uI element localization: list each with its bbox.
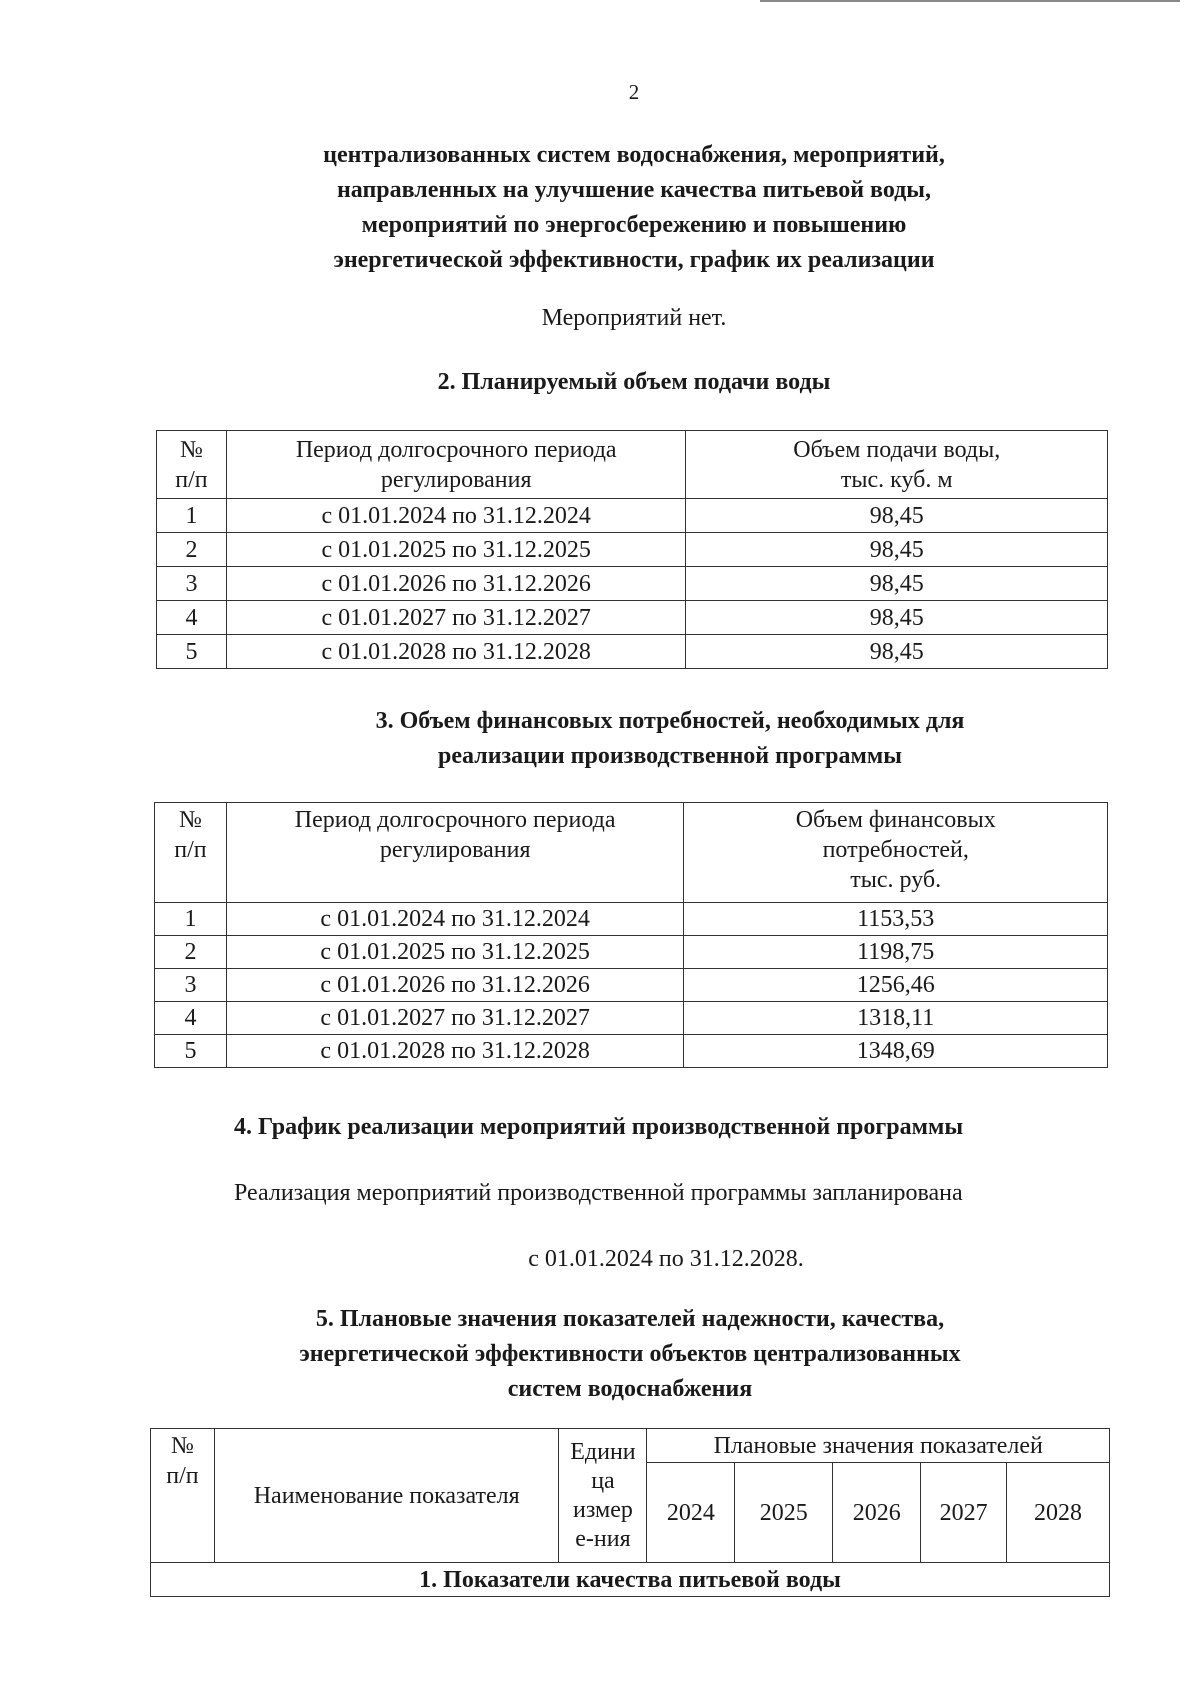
row-value: 98,45 xyxy=(686,533,1108,567)
section5-title-line: 5. Плановые значения показателей надежности, качества, xyxy=(315,1306,945,1332)
section3-title-line: реализации производственной программы xyxy=(438,743,902,769)
row-period: с 01.01.2027 по 31.12.2027 xyxy=(226,1002,684,1035)
row-num: 5 xyxy=(155,1035,227,1068)
row-num: 4 xyxy=(155,1002,227,1035)
row-value: 98,45 xyxy=(686,635,1108,669)
supply-volume-table xyxy=(156,430,1108,669)
row-num: 3 xyxy=(155,969,227,1002)
header-year: 2026 xyxy=(833,1463,921,1563)
row-period: с 01.01.2026 по 31.12.2026 xyxy=(226,969,684,1002)
table-row xyxy=(157,499,1108,533)
table-header-row xyxy=(155,803,1108,903)
header-period: Период долгосрочного периода регулирования xyxy=(226,803,684,903)
header-volume: Объем подачи воды, тыс. куб. м xyxy=(686,431,1108,499)
financial-needs-table xyxy=(154,802,1108,1068)
header-num: № п/п xyxy=(157,431,227,499)
row-num: 4 xyxy=(157,601,227,635)
header-period: Период долгосрочного периода регулирования xyxy=(226,431,686,499)
header-unit: Едини ца измер е-ния xyxy=(559,1429,647,1563)
scan-edge-line xyxy=(760,0,1180,2)
row-num: 2 xyxy=(157,533,227,567)
row-value: 98,45 xyxy=(686,567,1108,601)
intro-heading-line: энергетической эффективности, график их реализации xyxy=(333,247,935,273)
row-period: с 01.01.2025 по 31.12.2025 xyxy=(226,533,686,567)
table-row xyxy=(157,601,1108,635)
row-period: с 01.01.2026 по 31.12.2026 xyxy=(226,567,686,601)
header-year: 2025 xyxy=(735,1463,833,1563)
header-plan-values: Плановые значения показателей xyxy=(647,1429,1110,1463)
intro-heading-line: мероприятий по энергосбережению и повышению xyxy=(361,212,907,238)
row-value: 1348,69 xyxy=(684,1035,1108,1068)
row-period: с 01.01.2028 по 31.12.2028 xyxy=(226,635,686,669)
section5-title xyxy=(40,1302,1200,1407)
table-row xyxy=(155,903,1108,936)
intro-heading-line: направленных на улучшение качества питьевой воды, xyxy=(336,177,932,203)
page-number: 2 xyxy=(628,80,640,104)
row-period: с 01.01.2024 по 31.12.2024 xyxy=(226,903,684,936)
row-num: 5 xyxy=(157,635,227,669)
section3-title xyxy=(60,704,1200,774)
section4-text-line2: с 01.01.2024 по 31.12.2028. xyxy=(528,1246,804,1272)
row-value: 98,45 xyxy=(686,601,1108,635)
row-value: 1198,75 xyxy=(684,936,1108,969)
row-period: с 01.01.2027 по 31.12.2027 xyxy=(226,601,686,635)
header-year: 2027 xyxy=(921,1463,1007,1563)
row-value: 1256,46 xyxy=(684,969,1108,1002)
table-row xyxy=(157,635,1108,669)
subsection-title: 1. Показатели качества питьевой воды xyxy=(151,1563,1110,1597)
header-num: № п/п xyxy=(151,1429,215,1563)
section4-text-line1: Реализация мероприятий производственной программы запланирована xyxy=(234,1180,963,1206)
header-year: 2028 xyxy=(1007,1463,1110,1563)
row-period: с 01.01.2024 по 31.12.2024 xyxy=(226,499,686,533)
header-finance: Объем финансовых потребностей, тыс. руб. xyxy=(684,803,1108,903)
row-num: 3 xyxy=(157,567,227,601)
table-header-row xyxy=(151,1429,1110,1463)
row-num: 1 xyxy=(155,903,227,936)
row-period: с 01.01.2028 по 31.12.2028 xyxy=(226,1035,684,1068)
subsection-row xyxy=(151,1563,1110,1597)
table-row xyxy=(155,1035,1108,1068)
row-value: 1153,53 xyxy=(684,903,1108,936)
table-row xyxy=(157,533,1108,567)
intro-heading-line: централизованных систем водоснабжения, мероприятий, xyxy=(323,142,945,168)
no-measures-text: Мероприятий нет. xyxy=(541,305,727,331)
row-num: 1 xyxy=(157,499,227,533)
header-num: № п/п xyxy=(155,803,227,903)
header-year: 2024 xyxy=(647,1463,735,1563)
table-row xyxy=(155,1002,1108,1035)
row-num: 2 xyxy=(155,936,227,969)
intro-heading xyxy=(0,138,1200,278)
row-period: с 01.01.2025 по 31.12.2025 xyxy=(226,936,684,969)
section2-title: 2. Планируемый объем подачи воды xyxy=(437,369,831,395)
table-row xyxy=(155,969,1108,1002)
section5-title-line: энергетической эффективности объектов централизованных xyxy=(299,1341,961,1367)
table-header-row xyxy=(157,431,1108,499)
row-value: 98,45 xyxy=(686,499,1108,533)
table-row xyxy=(157,567,1108,601)
section5-title-line: систем водоснабжения xyxy=(507,1376,753,1402)
section3-title-line: 3. Объем финансовых потребностей, необходимых для xyxy=(375,708,965,734)
indicators-table xyxy=(150,1428,1110,1597)
header-indicator-name: Наименование показателя xyxy=(214,1429,559,1563)
table-row xyxy=(155,936,1108,969)
row-value: 1318,11 xyxy=(684,1002,1108,1035)
section4-title: 4. График реализации мероприятий производственной программы xyxy=(234,1114,964,1140)
